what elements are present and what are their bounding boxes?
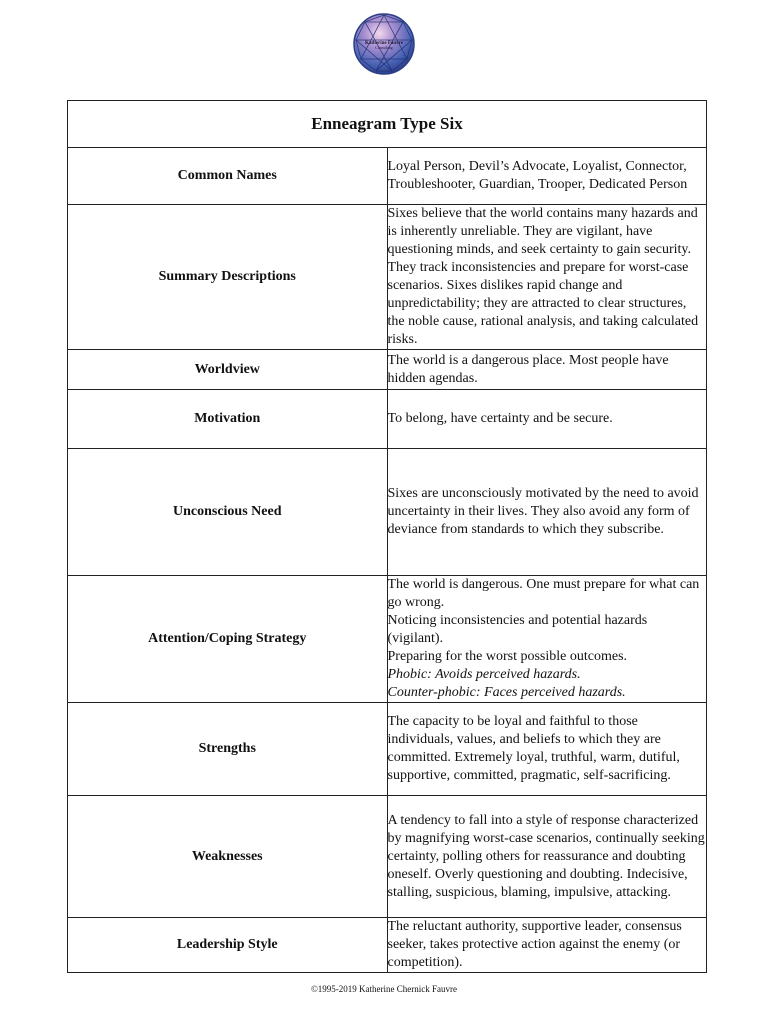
row-value: Sixes are unconsciously motivated by the need to avoid uncertainty in their lives. They also avoid any form of deviance from standards to which they subscribe.	[387, 449, 707, 576]
row-value: The capacity to be loyal and faithful to those individuals, values, and beliefs to which they are committed. Extremely loyal, truthful, warm, dutiful, supportive, committed, pragmatic, self-sacrificing.	[387, 703, 707, 796]
type-six-table	[67, 100, 707, 973]
row-weaknesses	[68, 796, 707, 918]
row-unconscious-need	[68, 449, 707, 576]
row-value: Sixes believe that the world contains many hazards and is inherently unreliable. They are vigilant, have questioning minds, and seek certainty to gain security. They track inconsistencies and prepare for worst-case scenarios. Sixes dislikes rapid change and unpredictability; they are attracted to clear structures, the noble cause, rational analysis, and taking calculated risks.	[387, 205, 707, 350]
row-worldview	[68, 350, 707, 390]
row-label: Common Names	[68, 148, 388, 205]
row-label: Strengths	[68, 703, 388, 796]
row-value: To belong, have certainty and be secure.	[387, 390, 707, 449]
row-common-names	[68, 148, 707, 205]
row-label: Leadership Style	[68, 918, 388, 973]
row-label: Summary Descriptions	[68, 205, 388, 350]
coping-line: Preparing for the worst possible outcomes.	[387, 649, 628, 664]
coping-line: Noticing inconsistencies and potential hazards (vigilant).	[387, 613, 648, 646]
coping-line: The world is dangerous. One must prepare for what can go wrong.	[387, 577, 700, 610]
row-label: Weaknesses	[68, 796, 388, 918]
row-leadership-style	[68, 918, 707, 973]
row-value: The world is a dangerous place. Most people have hidden agendas.	[387, 350, 707, 390]
row-attention-coping-strategy	[68, 576, 707, 703]
row-summary-descriptions	[68, 205, 707, 350]
row-motivation	[68, 390, 707, 449]
row-strengths	[68, 703, 707, 796]
row-label: Worldview	[68, 350, 388, 390]
title-row	[68, 101, 707, 148]
row-value: The reluctant authority, supportive leader, consensus seeker, takes protective action against the enemy (or competition).	[387, 918, 707, 973]
row-value	[387, 576, 707, 703]
phobic-line: Phobic: Avoids perceived hazards.	[387, 667, 581, 682]
counter-phobic-line: Counter-phobic: Faces perceived hazards.	[387, 685, 626, 700]
row-label: Motivation	[68, 390, 388, 449]
row-value: A tendency to fall into a style of response characterized by magnifying worst-case scenarios, continually seeking certainty, polling others for reassurance and doubting oneself. Overly questioning and doubting. Indecisive, stalling, suspicious, blaming, impulsive, attacking.	[387, 796, 707, 918]
copyright-footer: ©1995-2019 Katherine Chernick Fauvre	[310, 984, 458, 994]
row-label: Unconscious Need	[68, 449, 388, 576]
enneagram-logo	[352, 12, 416, 76]
table-title: Enneagram Type Six	[68, 101, 707, 148]
row-label: Attention/Coping Strategy	[68, 576, 388, 703]
logo-name-text: Katherine Fauvre	[364, 41, 404, 46]
logo-subtitle-text: Consulting	[375, 45, 393, 50]
row-value: Loyal Person, Devil’s Advocate, Loyalist, Connector, Troubleshooter, Guardian, Trooper, Dedicated Person	[387, 148, 707, 205]
